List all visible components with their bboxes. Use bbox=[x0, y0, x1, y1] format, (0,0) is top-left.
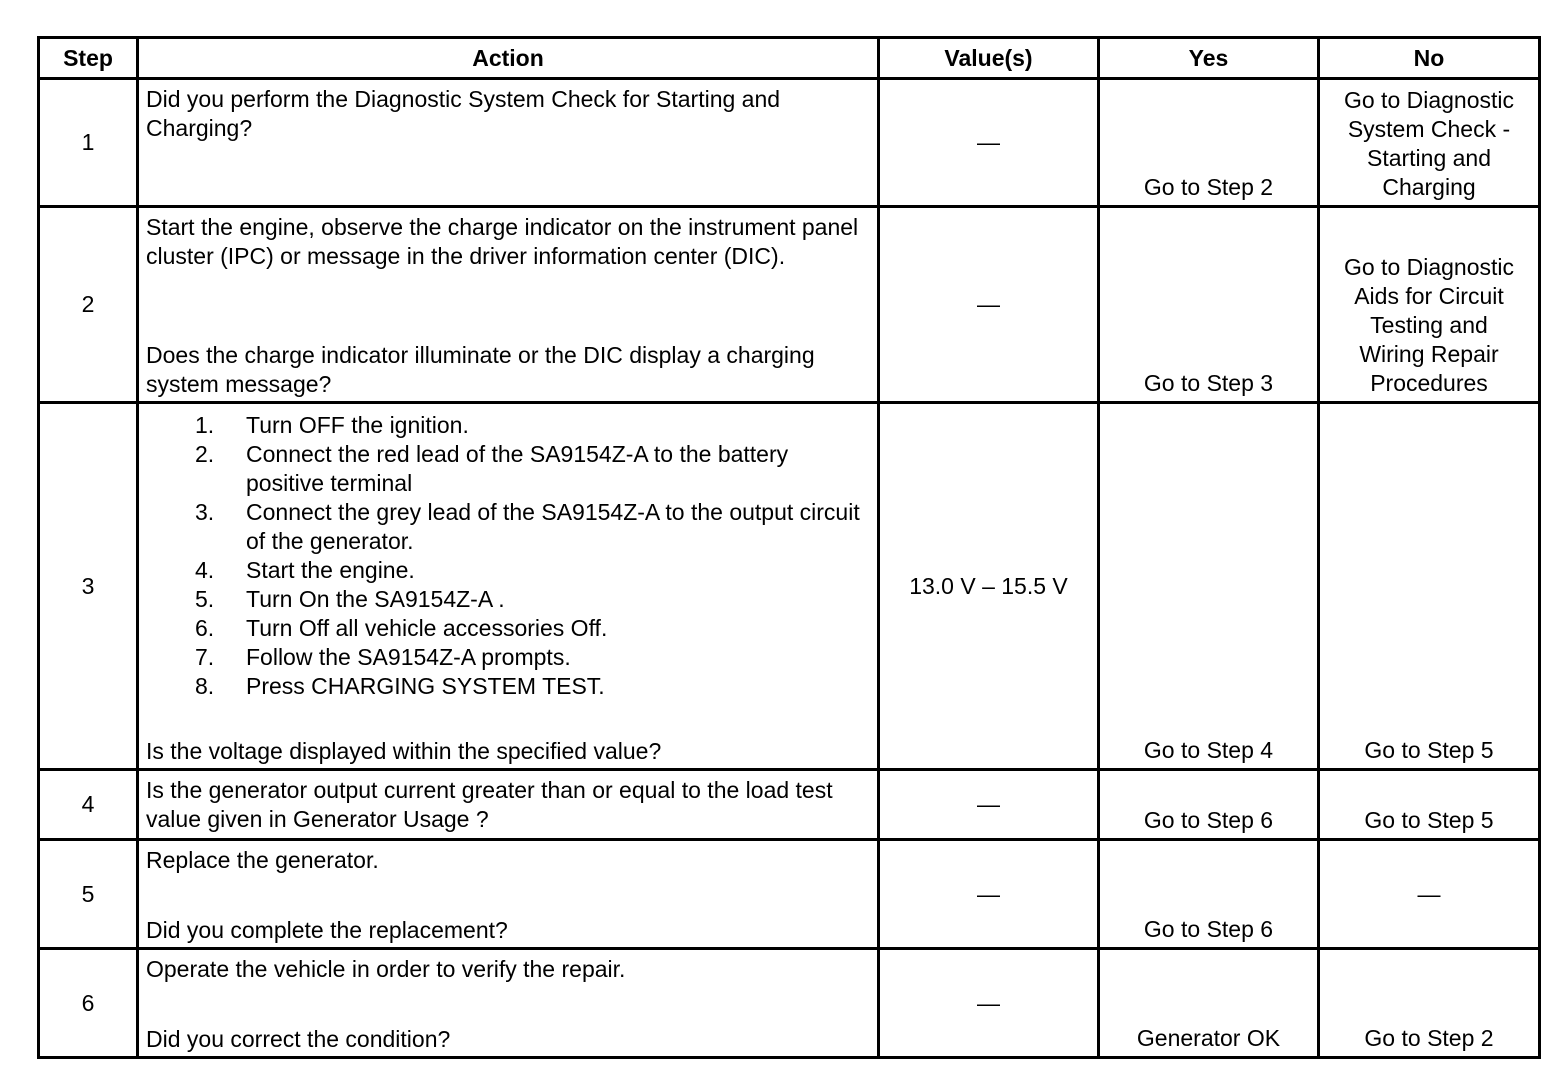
table-row bbox=[39, 403, 1540, 770]
yes-answer: Go to Step 6 bbox=[1143, 807, 1274, 833]
table-row bbox=[39, 770, 1540, 840]
value-cell: — bbox=[879, 770, 1099, 840]
no-cell bbox=[1319, 770, 1540, 840]
no-answer: Go to Step 2 bbox=[1364, 1025, 1494, 1051]
value-cell: — bbox=[879, 207, 1099, 403]
action-question: Did you correct the condition? bbox=[146, 1026, 451, 1052]
no-cell bbox=[1319, 949, 1540, 1058]
yes-cell bbox=[1099, 79, 1319, 207]
diagnostic-table bbox=[37, 36, 1541, 1059]
action-question: Is the voltage displayed within the specified value? bbox=[146, 738, 662, 764]
action-cell bbox=[138, 840, 879, 949]
yes-cell bbox=[1099, 207, 1319, 403]
step-number: 3 bbox=[39, 403, 138, 770]
substep-list bbox=[146, 411, 871, 701]
header-row bbox=[39, 38, 1540, 79]
value-cell: — bbox=[879, 949, 1099, 1058]
list-item: 7. Follow the SA9154Z-A prompts. bbox=[195, 644, 571, 670]
yes-answer: Go to Step 3 bbox=[1143, 370, 1274, 396]
step-number: 1 bbox=[39, 79, 138, 207]
yes-answer: Go to Step 2 bbox=[1143, 174, 1274, 200]
action-cell bbox=[138, 949, 879, 1058]
yes-cell bbox=[1099, 403, 1319, 770]
no-cell: — bbox=[1319, 840, 1540, 949]
table-row bbox=[39, 840, 1540, 949]
value-cell: 13.0 V – 15.5 V bbox=[879, 403, 1099, 770]
table-row bbox=[39, 949, 1540, 1058]
yes-answer: Go to Step 4 bbox=[1143, 737, 1274, 763]
action-text: Start the engine, observe the charge indicator on the instrument panel cluster (IPC) or message in the driver information center (DIC). bbox=[146, 214, 859, 269]
no-answer: Go to Diagnostic System Check - Starting and Charging bbox=[1343, 87, 1515, 200]
list-item: 4. Start the engine. bbox=[195, 557, 415, 583]
table-row bbox=[39, 207, 1540, 403]
header-step: Step bbox=[39, 38, 138, 79]
step-number: 6 bbox=[39, 949, 138, 1058]
list-item: 2. Connect the red lead of the SA9154Z-A to the battery positive terminal bbox=[195, 441, 789, 496]
action-text: Is the generator output current greater than or equal to the load test value given in Generator Usage ? bbox=[146, 777, 833, 832]
yes-answer: Generator OK bbox=[1136, 1025, 1281, 1051]
value-cell: — bbox=[879, 840, 1099, 949]
no-cell bbox=[1319, 79, 1540, 207]
list-item: 5. Turn On the SA9154Z-A . bbox=[195, 586, 505, 612]
action-question: Does the charge indicator illuminate or the DIC display a charging system message? bbox=[146, 342, 815, 397]
step-number: 4 bbox=[39, 770, 138, 840]
yes-cell bbox=[1099, 840, 1319, 949]
step-number: 2 bbox=[39, 207, 138, 403]
no-answer: Go to Step 5 bbox=[1364, 807, 1494, 833]
list-item: 3. Connect the grey lead of the SA9154Z-A to the output circuit of the generator. bbox=[195, 499, 860, 554]
action-cell bbox=[138, 207, 879, 403]
action-question: Did you complete the replacement? bbox=[146, 917, 508, 943]
action-cell bbox=[138, 79, 879, 207]
list-item: 6. Turn Off all vehicle accessories Off. bbox=[195, 615, 608, 641]
yes-cell bbox=[1099, 770, 1319, 840]
no-answer: Go to Diagnostic Aids for Circuit Testing and Wiring Repair Procedures bbox=[1343, 254, 1515, 396]
no-cell bbox=[1319, 403, 1540, 770]
header-action: Action bbox=[138, 38, 879, 79]
no-answer: Go to Step 5 bbox=[1364, 737, 1494, 763]
table-row bbox=[39, 79, 1540, 207]
yes-answer: Go to Step 6 bbox=[1143, 916, 1274, 942]
list-item: 8. Press CHARGING SYSTEM TEST. bbox=[195, 673, 605, 699]
header-values: Value(s) bbox=[879, 38, 1099, 79]
header-yes: Yes bbox=[1099, 38, 1319, 79]
action-cell bbox=[138, 403, 879, 770]
action-text: Replace the generator. bbox=[146, 847, 379, 873]
action-cell bbox=[138, 770, 879, 840]
action-text: Operate the vehicle in order to verify the repair. bbox=[146, 956, 626, 982]
list-item: 1. Turn OFF the ignition. bbox=[195, 412, 469, 438]
yes-cell bbox=[1099, 949, 1319, 1058]
step-number: 5 bbox=[39, 840, 138, 949]
no-cell bbox=[1319, 207, 1540, 403]
value-cell: — bbox=[879, 79, 1099, 207]
header-no: No bbox=[1319, 38, 1540, 79]
action-text: Did you perform the Diagnostic System Check for Starting and Charging? bbox=[146, 86, 781, 141]
